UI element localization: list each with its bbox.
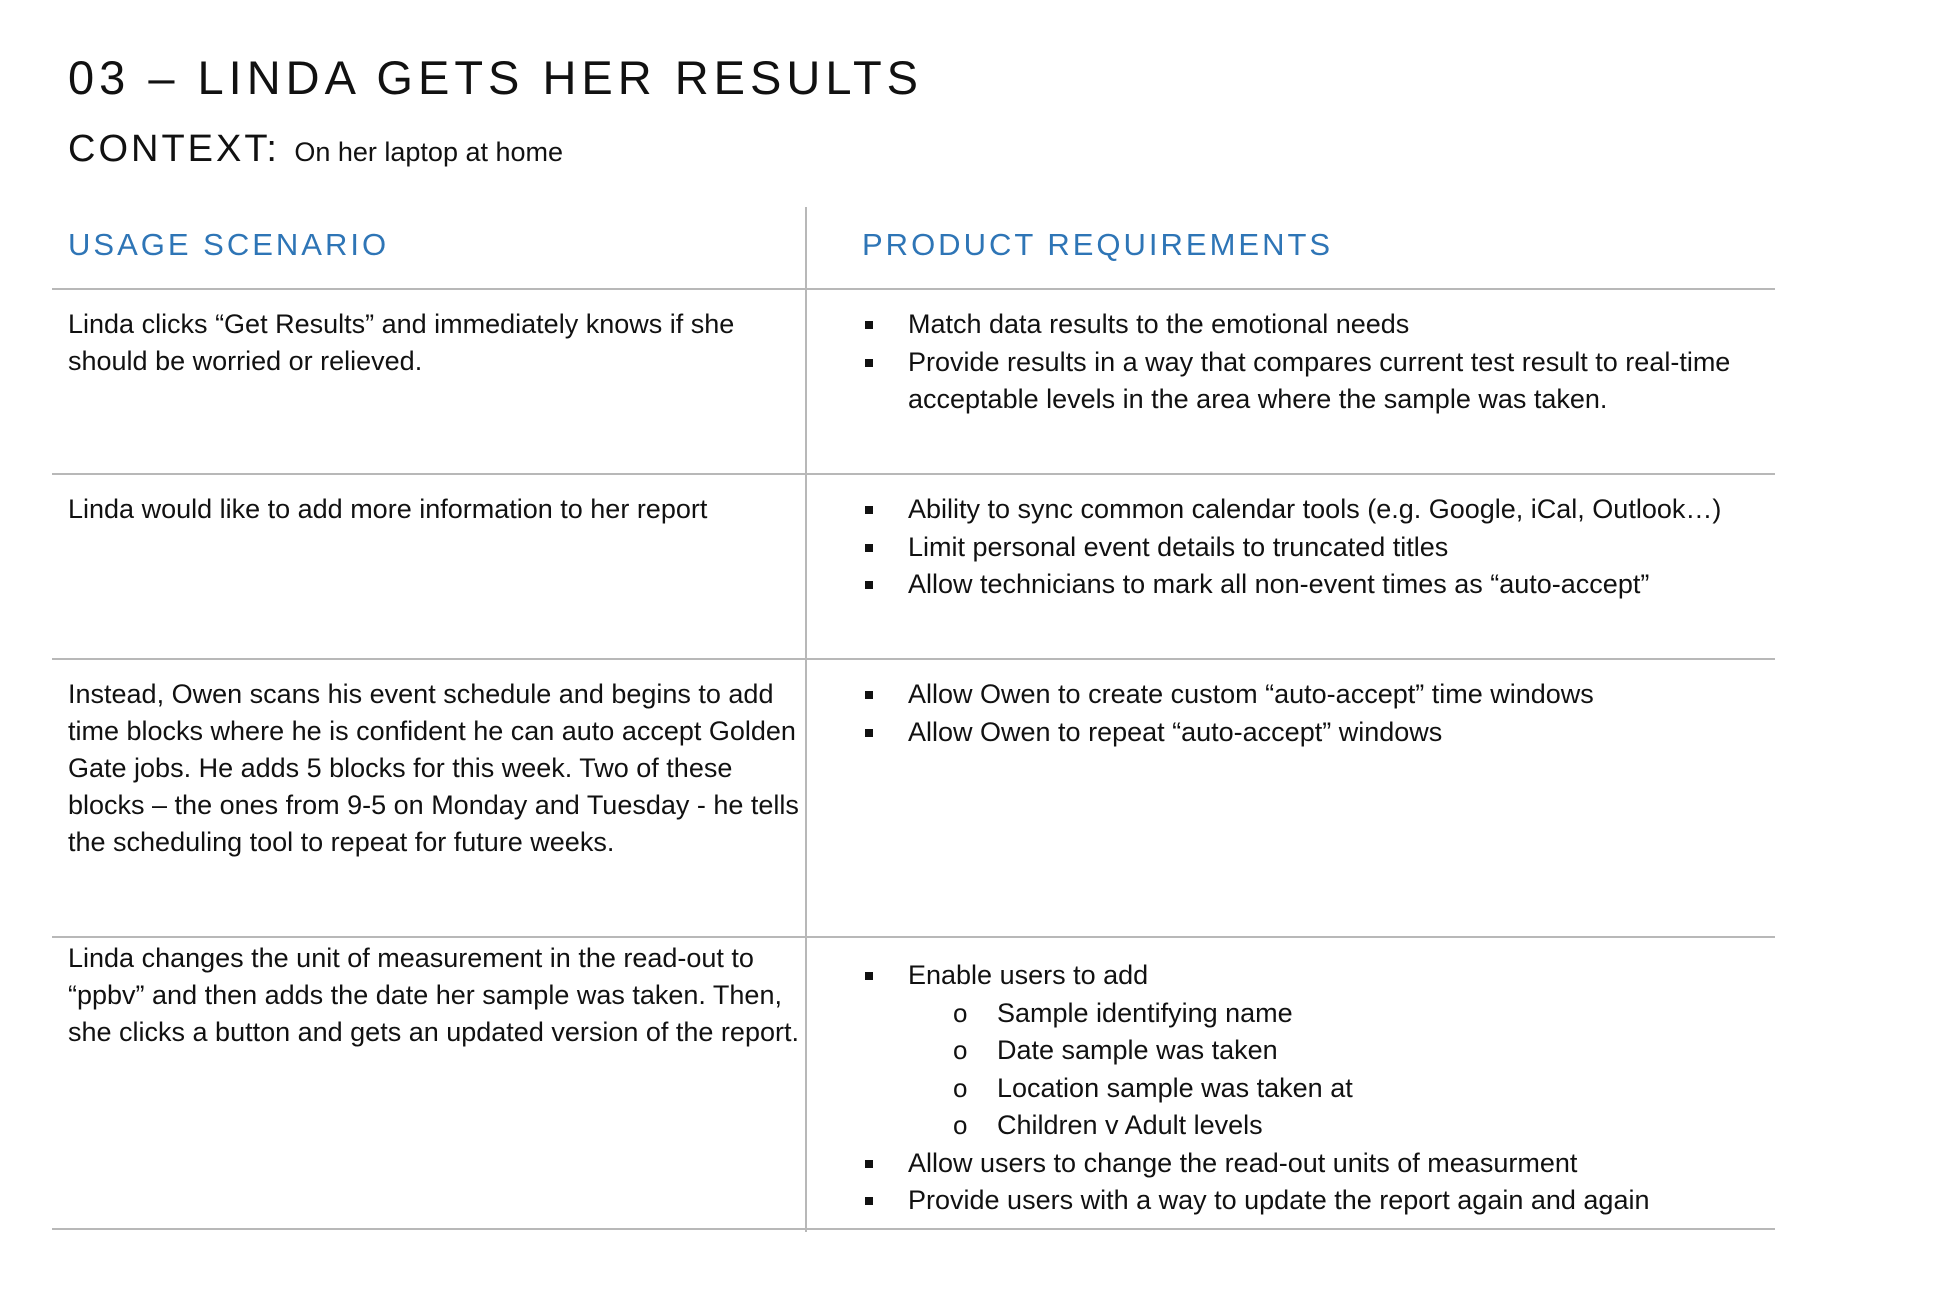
table-row [52, 475, 1775, 660]
requirement-item: Provide users with a way to update the report again and again [855, 1182, 1755, 1220]
requirements-cell [855, 957, 1755, 1220]
requirement-item: Match data results to the emotional needs [855, 306, 1755, 344]
requirement-item: Allow technicians to mark all non-event times as “auto-accept” [855, 566, 1755, 604]
requirements-cell [855, 676, 1755, 751]
context-value: On her laptop at home [294, 137, 564, 167]
scenario-text: Instead, Owen scans his event schedule and begins to add time blocks where he is confident he can auto accept Golden Gate jobs. He adds 5 blocks for this week. Two of these blocks – the ones from 9-5 on Monday and Tuesday - he tells the scheduling tool to repeat for future weeks. [68, 679, 799, 857]
sub-requirement-item: o Location sample was taken at [855, 1070, 1755, 1108]
sub-requirement-item: o Children v Adult levels [855, 1107, 1755, 1145]
table-row [52, 290, 1775, 475]
requirement-item: Allow users to change the read-out units of measurment [855, 1145, 1755, 1183]
sub-requirement-item: o Date sample was taken [855, 1032, 1755, 1070]
scenario-text: Linda would like to add more information to her report [68, 494, 708, 524]
page-title: 03 – LINDA GETS HER RESULTS [68, 51, 924, 104]
sub-requirement-item: o Sample identifying name [855, 995, 1755, 1033]
table-row [52, 660, 1775, 938]
requirement-item-label: Enable users to add [908, 960, 1149, 990]
requirements-cell [855, 306, 1755, 419]
context-line [68, 128, 563, 171]
requirements-cell [855, 491, 1755, 604]
table-header [52, 207, 1775, 290]
requirement-item: Provide results in a way that compares current test result to real-time acceptable levels in the area where the sample was taken. [855, 344, 1755, 419]
requirement-item: Allow Owen to create custom “auto-accept” time windows [855, 676, 1755, 714]
context-label: CONTEXT: [68, 128, 280, 170]
table-row [52, 938, 1775, 1230]
requirement-item: Allow Owen to repeat “auto-accept” windows [855, 714, 1755, 752]
requirement-item: Ability to sync common calendar tools (e.g. Google, iCal, Outlook…) [855, 491, 1755, 529]
requirement-item: Limit personal event details to truncated titles [855, 529, 1755, 567]
scenario-text: Linda clicks “Get Results” and immediately knows if she should be worried or relieved. [68, 309, 735, 376]
column-header-usage-scenario: USAGE SCENARIO [68, 227, 390, 262]
requirement-item [855, 957, 1755, 1145]
scenario-text: Linda changes the unit of measurement in the read-out to “ppbv” and then adds the date her sample was taken. Then, she clicks a button and gets an updated version of the report. [68, 943, 799, 1047]
requirements-table [52, 207, 1775, 1230]
column-header-product-requirements: PRODUCT REQUIREMENTS [862, 227, 1334, 262]
